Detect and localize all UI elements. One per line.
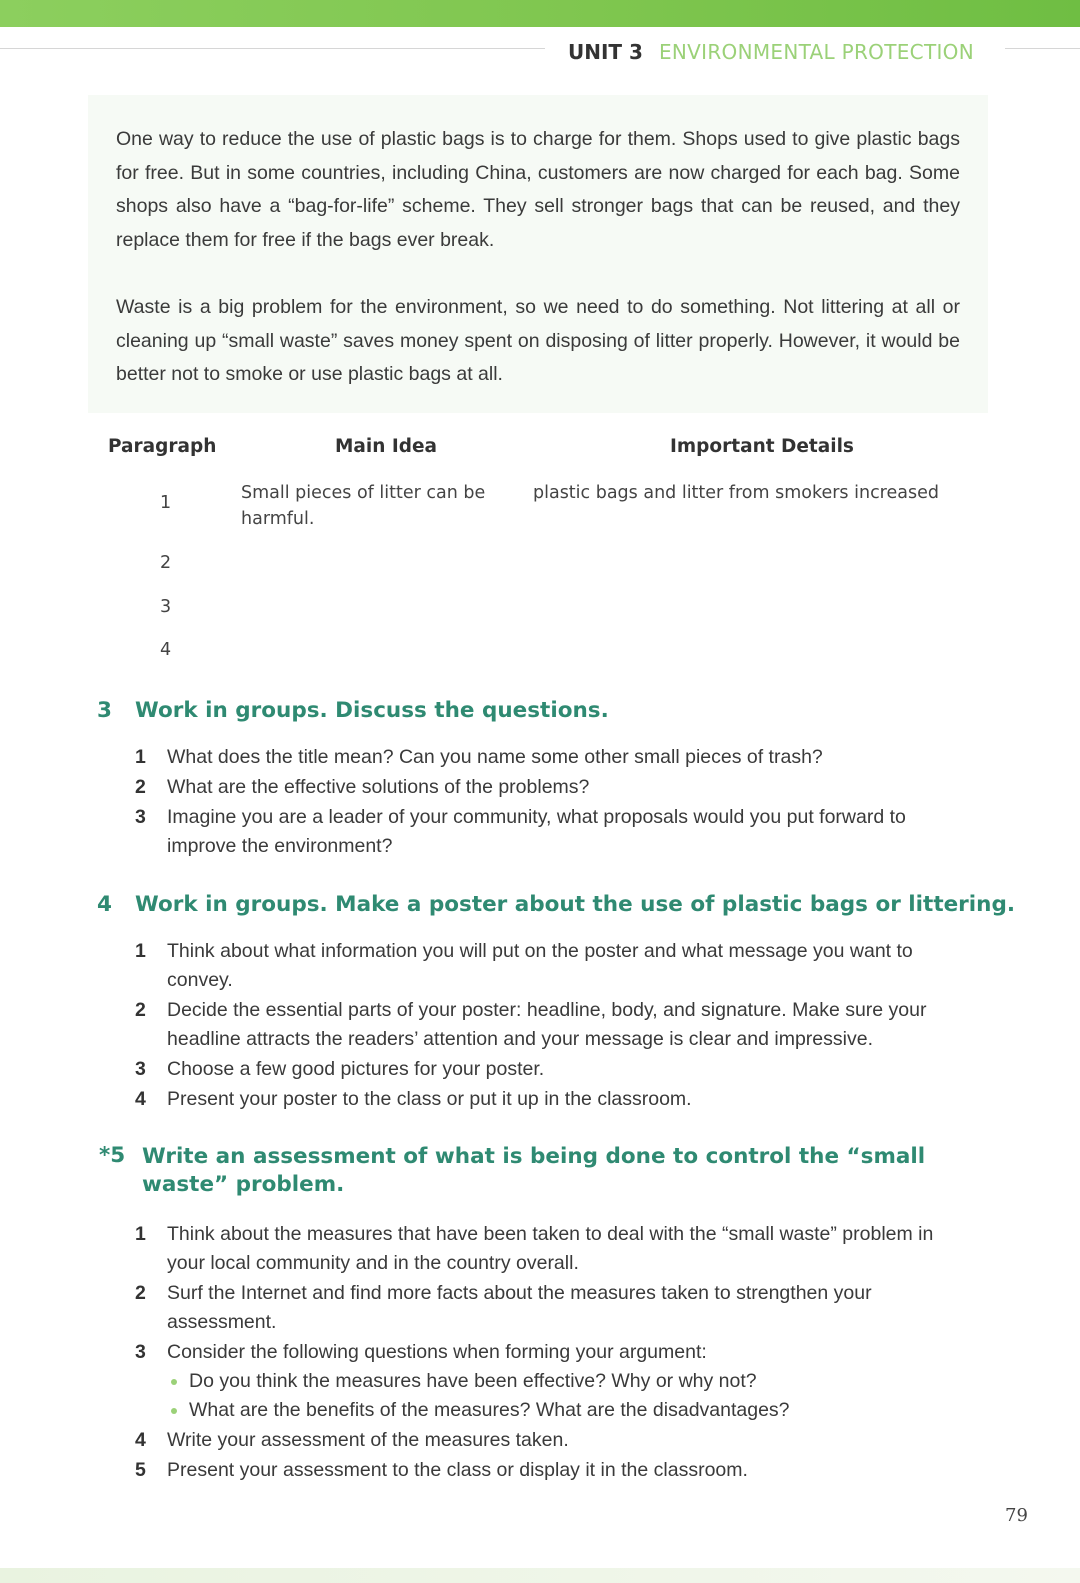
list-item: [135, 1220, 965, 1278]
item-text: What does the title mean? Can you name some other small pieces of trash?: [167, 746, 823, 768]
table-row-number: 4: [160, 640, 172, 660]
list-item: [135, 743, 965, 772]
item-number: 3: [135, 1341, 146, 1363]
bullet-sub-item: [167, 1396, 965, 1425]
exercise-title: Write an assessment of what is being done to control the “small waste” problem.: [142, 1144, 926, 1197]
passage-paragraph: One way to reduce the use of plastic bags is to charge for them. Shops used to give plastic bags for free. But in some countries, including China, customers are now charged for each bag. Some shops also have a “bag-for-life” scheme. They sell stronger bags that can be reused, and they replace them for free if the bags ever break.: [116, 128, 960, 251]
exercise-title: Work in groups. Make a poster about the use of plastic bags or littering.: [135, 892, 1016, 917]
table-cell-details: plastic bags and litter from smokers increased: [533, 483, 939, 503]
table-header-main-idea: Main Idea: [335, 436, 438, 457]
reading-passage: [88, 95, 988, 413]
list-item: [135, 803, 965, 861]
item-text: Write your assessment of the measures taken.: [167, 1429, 569, 1451]
item-number: 2: [135, 999, 146, 1021]
sub-item-text: What are the benefits of the measures? What are the disadvantages?: [189, 1399, 790, 1421]
item-number: 4: [135, 1429, 146, 1451]
list-item: [135, 1279, 965, 1337]
table-header-details: Important Details: [670, 436, 854, 457]
sub-item-text: Do you think the measures have been effective? Why or why not?: [189, 1370, 757, 1392]
list-item: [135, 937, 965, 995]
unit-topic: ENVIRONMENTAL PROTECTION: [658, 40, 974, 64]
table-header-paragraph: Paragraph: [108, 436, 217, 457]
bullet-dot-icon: [171, 1408, 177, 1414]
exercise-number: 4: [97, 892, 112, 917]
item-text: Decide the essential parts of your poster: headline, body, and signature. Make sure your headline attracts the readers’ attention and your message is clear and impressive.: [167, 999, 927, 1050]
item-text: Choose a few good pictures for your poster.: [167, 1058, 545, 1080]
item-number: 1: [135, 940, 146, 962]
header-rule: [0, 48, 545, 49]
exercise-number: *5: [99, 1143, 126, 1168]
list-item: [135, 773, 965, 802]
item-text: Present your poster to the class or put it up in the classroom.: [167, 1088, 692, 1110]
list-item: [135, 996, 965, 1054]
item-number: 4: [135, 1088, 146, 1110]
bullet-sub-item: [167, 1367, 965, 1396]
list-item: [135, 1085, 965, 1114]
unit-label: UNIT 3: [568, 40, 643, 64]
table-row-number: 1: [160, 493, 172, 513]
bullet-dot-icon: [171, 1379, 177, 1385]
passage-paragraph: Waste is a big problem for the environment, so we need to do something. Not littering at all or cleaning up “small waste” saves money spent on disposing of litter properly. However, it would be better not to smoke or use plastic bags at all.: [116, 296, 960, 385]
table-row-number: 3: [160, 597, 172, 617]
item-number: 3: [135, 1058, 146, 1080]
exercise-list: [135, 743, 965, 862]
item-number: 1: [135, 746, 146, 768]
item-number: 5: [135, 1459, 146, 1481]
header-rule: [1005, 48, 1080, 49]
table-cell-main-idea: Small pieces of litter can be harmful.: [241, 483, 486, 529]
exercise-list: [135, 937, 965, 1115]
item-number: 2: [135, 1282, 146, 1304]
item-text: Surf the Internet and find more facts about the measures taken to strengthen your assessment.: [167, 1282, 872, 1333]
top-color-bar: [0, 0, 1080, 27]
exercise-list: [135, 1220, 965, 1486]
bottom-edge: [0, 1568, 1080, 1583]
list-item: [135, 1426, 965, 1455]
page-number: 79: [1005, 1505, 1028, 1526]
item-number: 2: [135, 776, 146, 798]
table-row-number: 2: [160, 553, 172, 573]
item-text: Consider the following questions when forming your argument:: [167, 1341, 707, 1363]
exercise-title: Work in groups. Discuss the questions.: [135, 698, 609, 723]
item-text: Imagine you are a leader of your community, what proposals would you put forward to improve the environment?: [167, 806, 906, 857]
list-item: [135, 1456, 965, 1485]
item-text: What are the effective solutions of the problems?: [167, 776, 590, 798]
running-header: [568, 40, 974, 64]
item-text: Present your assessment to the class or display it in the classroom.: [167, 1459, 748, 1481]
item-text: Think about what information you will put on the poster and what message you want to convey.: [167, 940, 913, 991]
item-number: 3: [135, 806, 146, 828]
list-item: [135, 1338, 965, 1425]
item-text: Think about the measures that have been taken to deal with the “small waste” problem in your local community and in the country overall.: [167, 1223, 934, 1274]
item-number: 1: [135, 1223, 146, 1245]
exercise-number: 3: [97, 698, 112, 723]
list-item: [135, 1055, 965, 1084]
